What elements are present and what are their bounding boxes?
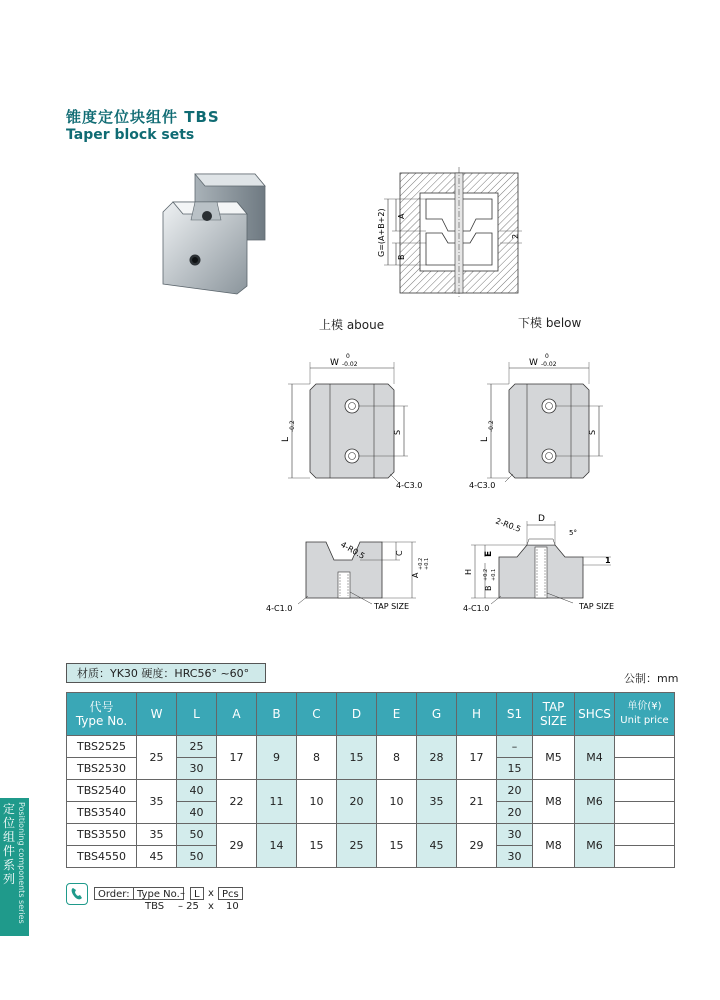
table-row bbox=[67, 780, 675, 802]
l-cell: 50 bbox=[177, 824, 217, 846]
w-tol-bottom-lower: -0.02 bbox=[541, 361, 557, 368]
b-cell: 9 bbox=[257, 736, 297, 780]
g-cell: 28 bbox=[417, 736, 457, 780]
a-tol-bottom: +0.1 bbox=[424, 557, 430, 570]
col-b: B bbox=[257, 693, 297, 736]
col-l: L bbox=[177, 693, 217, 736]
h-label: H bbox=[464, 568, 473, 575]
dim-b-label: B bbox=[397, 254, 406, 260]
chamfer-label-lower: 4-C3.0 bbox=[469, 481, 496, 490]
order-times: x bbox=[208, 888, 214, 899]
s-label-lower: S bbox=[588, 429, 597, 435]
l-label: L bbox=[281, 436, 291, 442]
table-header-row bbox=[67, 693, 675, 736]
shcs-cell: M4 bbox=[575, 736, 615, 780]
w-cell: 45 bbox=[137, 846, 177, 868]
l-cell: 50 bbox=[177, 846, 217, 868]
d-label: D bbox=[538, 514, 545, 524]
tap-size-label: TAP SIZE bbox=[374, 602, 410, 611]
price-cell bbox=[615, 758, 675, 780]
type-cell: TBS2525 bbox=[67, 736, 137, 758]
price-cell bbox=[615, 802, 675, 824]
col-type: 代号 Type No. bbox=[67, 693, 137, 736]
tap-cell: M5 bbox=[533, 736, 575, 780]
type-cell: TBS2540 bbox=[67, 780, 137, 802]
chamfer-label: 4-C3.0 bbox=[396, 481, 423, 490]
tap-cell: M8 bbox=[533, 824, 575, 868]
e-cell: 15 bbox=[377, 824, 417, 868]
sidebar-series-tab bbox=[0, 798, 29, 936]
c-label: C bbox=[395, 550, 404, 556]
col-a: A bbox=[217, 693, 257, 736]
a-tol-top: +0.2 bbox=[418, 557, 424, 570]
a-cell: 29 bbox=[217, 824, 257, 868]
l-cell: 25 bbox=[177, 736, 217, 758]
product-photo bbox=[155, 168, 280, 296]
order-example-type: TBS bbox=[145, 901, 165, 912]
a-cell: 17 bbox=[217, 736, 257, 780]
lower-side-view bbox=[455, 505, 635, 617]
unit-note: 公制：mm bbox=[624, 672, 679, 685]
w-label-lower: W bbox=[529, 358, 538, 368]
upper-view-label: 上模 aboue bbox=[319, 318, 385, 332]
order-example-l: – 25 bbox=[178, 901, 199, 912]
order-dash: – bbox=[180, 888, 185, 899]
type-cell: TBS3550 bbox=[67, 824, 137, 846]
col-d: D bbox=[337, 693, 377, 736]
price-cell bbox=[615, 736, 675, 758]
shcs-cell: M6 bbox=[575, 780, 615, 824]
a-cell: 22 bbox=[217, 780, 257, 824]
radius-upper-label: 4-R0.5 bbox=[339, 539, 367, 561]
col-c: C bbox=[297, 693, 337, 736]
table-row bbox=[67, 736, 675, 758]
assembly-section-drawing bbox=[360, 165, 530, 300]
l-tol-lower: -0.2 bbox=[488, 420, 495, 432]
l-cell: 40 bbox=[177, 780, 217, 802]
upper-side-view bbox=[262, 532, 432, 617]
one-label: 1 bbox=[605, 556, 611, 565]
material-hardness-note: 材质：YK30 硬度：HRC56° ~60° bbox=[66, 663, 266, 683]
g-cell: 45 bbox=[417, 824, 457, 868]
d-cell: 25 bbox=[337, 824, 377, 868]
bolt-hole-icon bbox=[202, 211, 212, 221]
col-h: H bbox=[457, 693, 497, 736]
w-tol-bottom: -0.02 bbox=[342, 361, 358, 368]
w-cell: 35 bbox=[137, 824, 177, 846]
s1-cell: 30 bbox=[497, 824, 533, 846]
s1-cell: 20 bbox=[497, 802, 533, 824]
a-tol-label: A bbox=[411, 572, 420, 578]
upper-plan-view bbox=[272, 348, 442, 493]
order-example-times: x bbox=[208, 901, 214, 912]
g-cell: 35 bbox=[417, 780, 457, 824]
price-cell bbox=[615, 846, 675, 868]
col-s1: S1 bbox=[497, 693, 533, 736]
order-pcs-box: Pcs bbox=[218, 887, 243, 900]
w-cell: 25 bbox=[137, 736, 177, 780]
col-w: W bbox=[137, 693, 177, 736]
angle-label: 5° bbox=[569, 529, 577, 537]
type-cell: TBS4550 bbox=[67, 846, 137, 868]
b-tol-label: B bbox=[484, 585, 493, 591]
tap-size-lower-label: TAP SIZE bbox=[579, 602, 615, 611]
b-tol-bottom: +0.1 bbox=[491, 568, 497, 581]
w-label: W bbox=[330, 358, 339, 368]
l-label-lower: L bbox=[480, 436, 490, 442]
chamfer-side-label: 4-C1.0 bbox=[266, 604, 293, 613]
order-l-box: L bbox=[190, 887, 204, 900]
e-label: E bbox=[484, 550, 494, 557]
d-cell: 15 bbox=[337, 736, 377, 780]
price-cell bbox=[615, 824, 675, 846]
d-cell: 20 bbox=[337, 780, 377, 824]
order-label: Order: bbox=[94, 887, 134, 900]
s1-cell: – bbox=[497, 736, 533, 758]
e-cell: 8 bbox=[377, 736, 417, 780]
page-title-cn: 锥度定位块组件 TBS bbox=[66, 108, 220, 126]
col-e: E bbox=[377, 693, 417, 736]
c-cell: 8 bbox=[297, 736, 337, 780]
b-cell: 11 bbox=[257, 780, 297, 824]
col-price: 单价(¥) Unit price bbox=[615, 693, 675, 736]
order-example-pcs: 10 bbox=[226, 901, 239, 912]
dim-a-label: A bbox=[397, 213, 406, 219]
type-cell: TBS3540 bbox=[67, 802, 137, 824]
tap-cell: M8 bbox=[533, 780, 575, 824]
phone-icon bbox=[66, 883, 88, 905]
b-tol-top: +0.2 bbox=[483, 568, 489, 581]
l-cell: 30 bbox=[177, 758, 217, 780]
h-cell: 29 bbox=[457, 824, 497, 868]
dim-gap-label: 2 bbox=[511, 233, 520, 239]
h-cell: 21 bbox=[457, 780, 497, 824]
table-row bbox=[67, 824, 675, 846]
sidebar-cn-label: 定位组件系列 bbox=[2, 802, 15, 886]
order-type-box: Type No. bbox=[133, 887, 184, 900]
lower-plan-view bbox=[465, 348, 635, 493]
h-cell: 17 bbox=[457, 736, 497, 780]
shcs-cell: M6 bbox=[575, 824, 615, 868]
lower-view-label: 下模 below bbox=[518, 316, 582, 330]
l-tol: -0.2 bbox=[289, 420, 296, 432]
l-cell: 40 bbox=[177, 802, 217, 824]
spec-table bbox=[66, 692, 675, 868]
w-cell: 35 bbox=[137, 780, 177, 824]
col-shcs: SHCS bbox=[575, 693, 615, 736]
sidebar-en-label: Positioning components series bbox=[17, 802, 26, 924]
c-cell: 15 bbox=[297, 824, 337, 868]
s1-cell: 20 bbox=[497, 780, 533, 802]
type-cell: TBS2530 bbox=[67, 758, 137, 780]
s1-cell: 30 bbox=[497, 846, 533, 868]
dim-g-label: G=(A+B+2) bbox=[377, 208, 386, 257]
w-tol-top-lower: 0 bbox=[545, 353, 549, 360]
chamfer-lower-side-label: 4-C1.0 bbox=[463, 604, 490, 613]
col-tap: TAP SIZE bbox=[533, 693, 575, 736]
col-g: G bbox=[417, 693, 457, 736]
b-cell: 14 bbox=[257, 824, 297, 868]
radius-lower-label: 2-R0.5 bbox=[494, 516, 523, 534]
e-cell: 10 bbox=[377, 780, 417, 824]
s-label: S bbox=[393, 429, 402, 435]
w-tol-top: 0 bbox=[346, 353, 350, 360]
c-cell: 10 bbox=[297, 780, 337, 824]
page-title-en: Taper block sets bbox=[66, 127, 195, 143]
price-cell bbox=[615, 780, 675, 802]
s1-cell: 15 bbox=[497, 758, 533, 780]
